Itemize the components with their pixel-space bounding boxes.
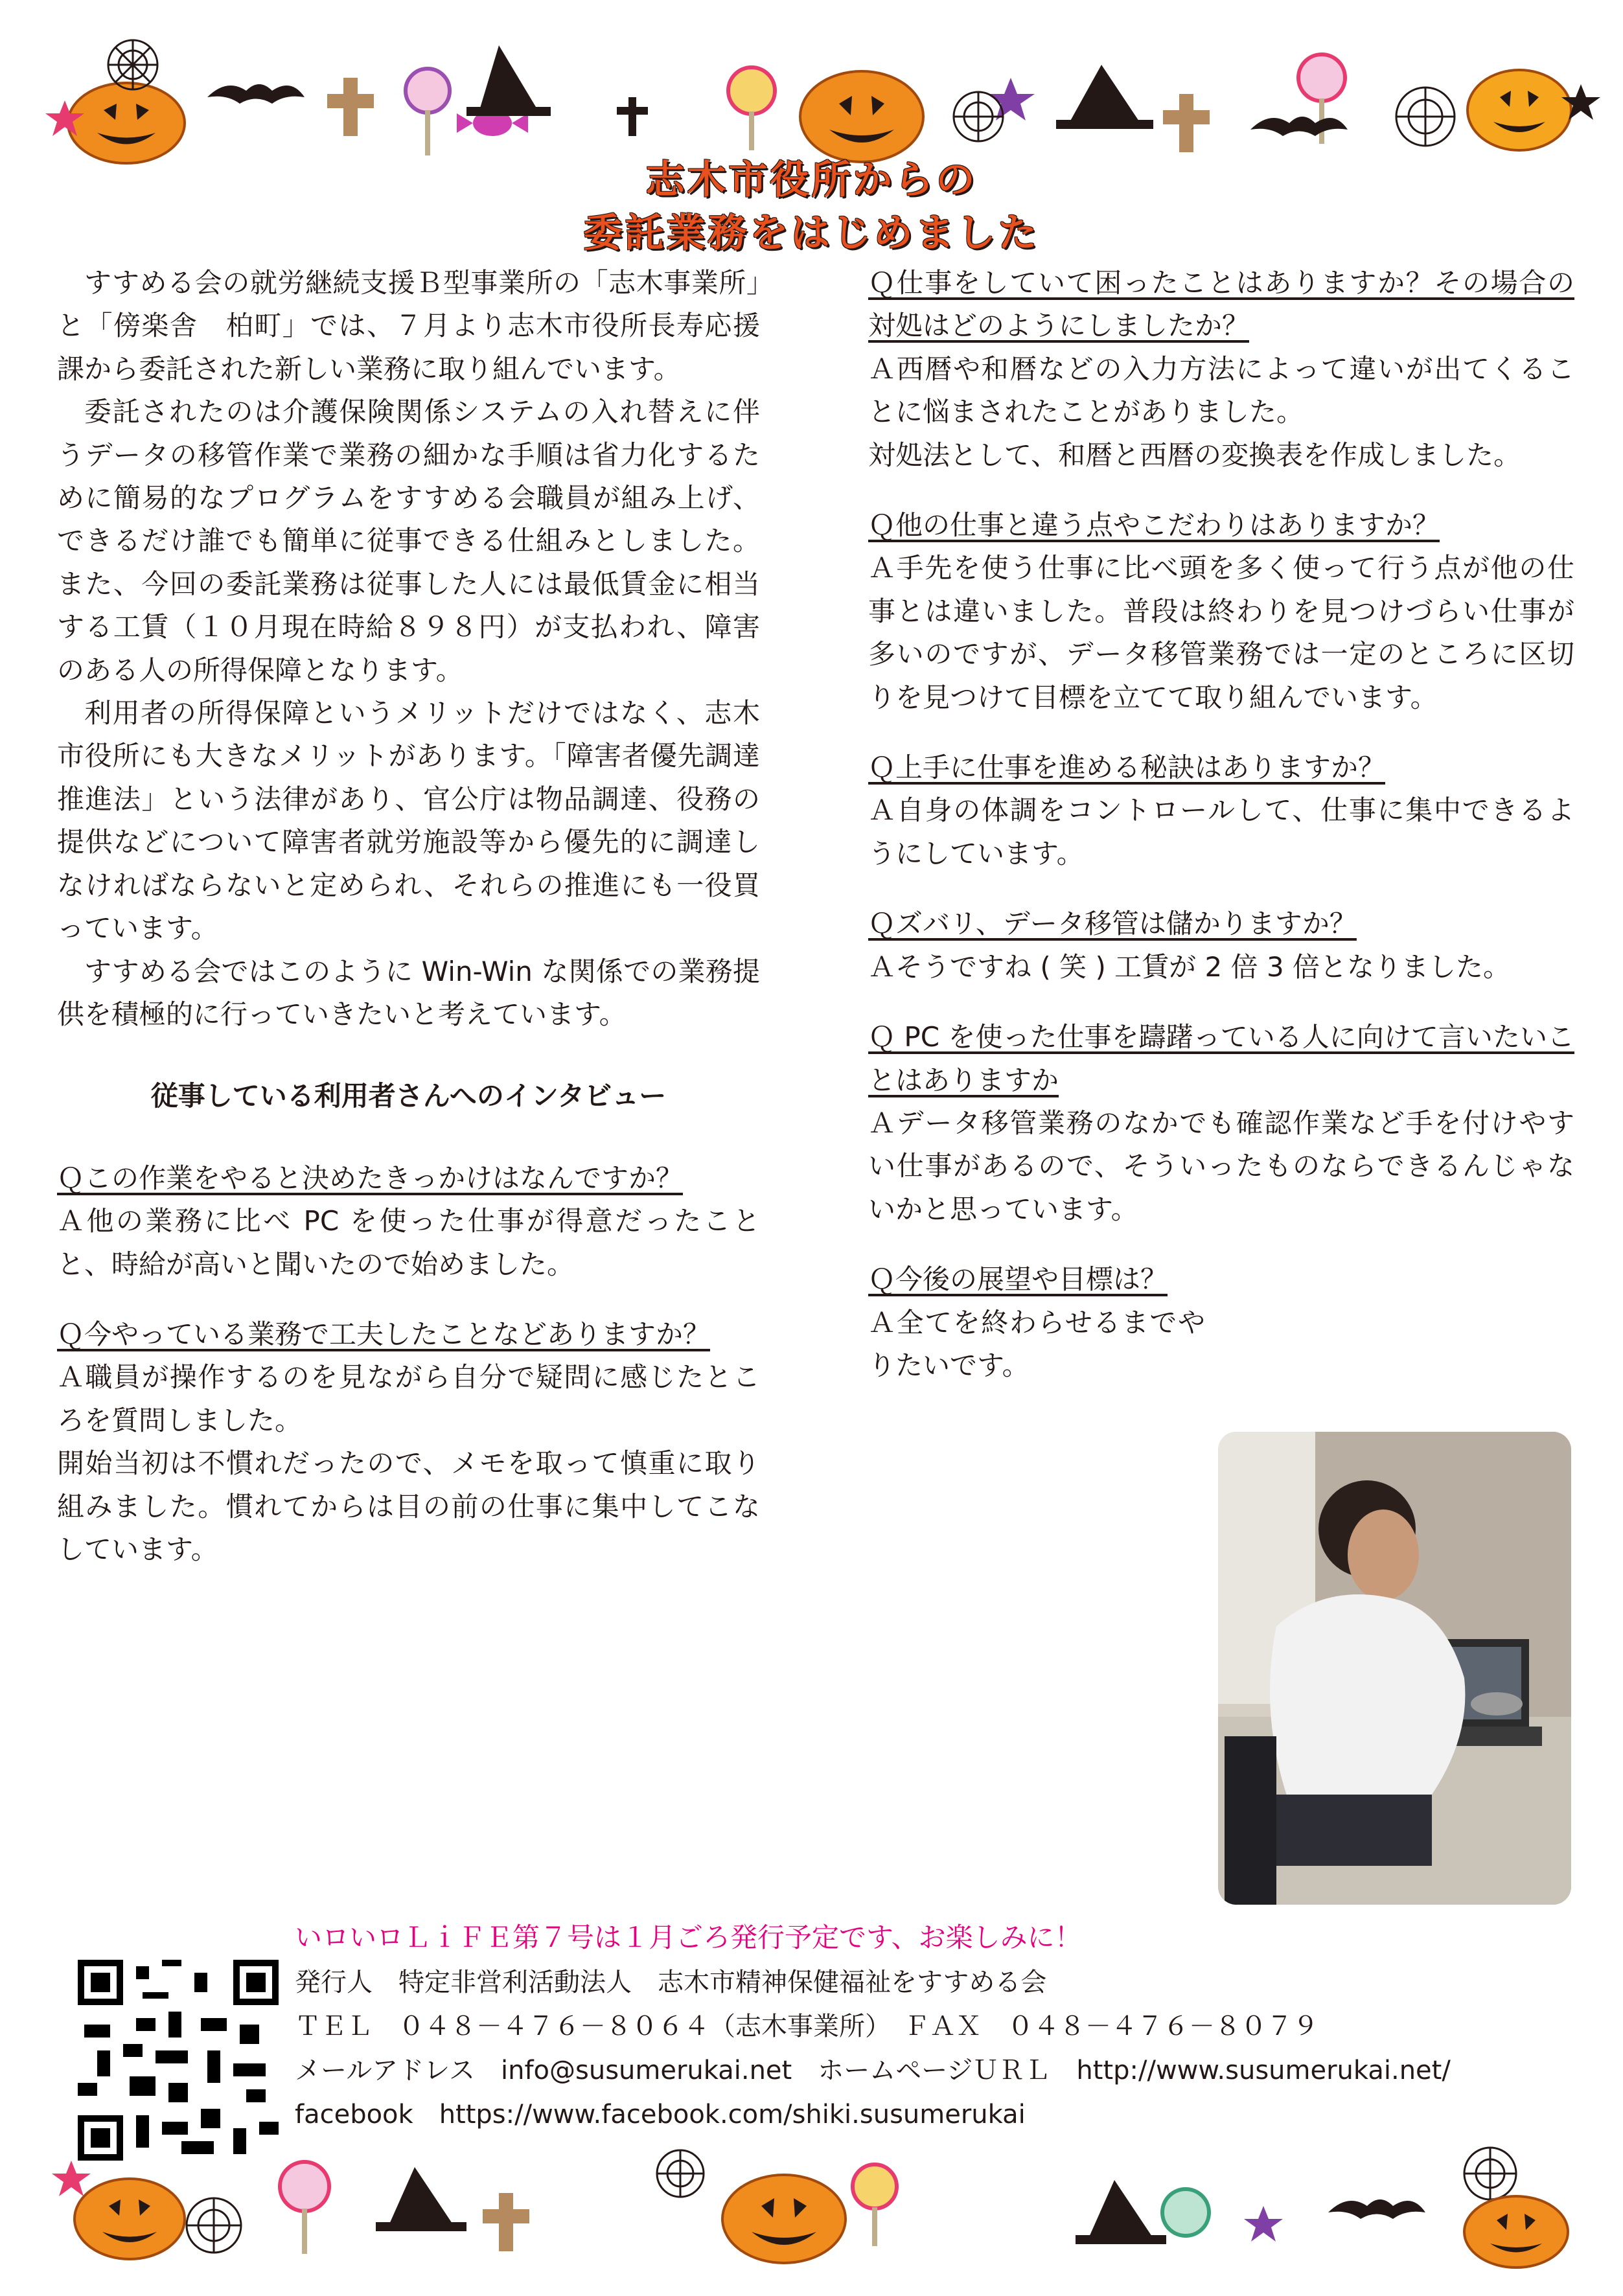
halloween-border-bottom	[0, 2141, 1623, 2271]
witch-hat-icon	[466, 45, 551, 116]
pumpkin-icon	[800, 71, 923, 162]
interview-answer: Ａ手先を使う仕事に比べ頭を多く使って行う点が他の仕事とは違いました。普段は終わりを見つけづらい仕事が多いのですが、データ移管業務では一定のところに区切りを見つけて目標を立てて取り組んでいます。	[868, 552, 1574, 713]
qr-code-icon	[78, 1960, 279, 2161]
candy-icon	[1162, 2189, 1209, 2236]
pumpkin-icon	[75, 2179, 185, 2259]
next-issue-notice: いロいロＬｉＦＥ第７号は１月ごろ発行予定です、お楽しみに！	[295, 1922, 1082, 1953]
interview-answer: Ａ他の業務に比べ PC を使った仕事が得意だったことと、時給が高いと聞いたので始めました。	[57, 1205, 760, 1280]
interview-answer: Ａ全てを終わらせるまでやりたいです。	[868, 1306, 1205, 1381]
witch-hat-icon	[1056, 65, 1153, 129]
spiderweb-icon	[1396, 87, 1455, 146]
bat-icon	[1250, 117, 1348, 136]
interview-answer: Ａ職員が操作するのを見ながら自分で疑問に感じたところを質問しました。	[57, 1361, 760, 1436]
interview-heading: 従事している利用者さんへのインタビュー	[150, 1080, 667, 1112]
candy-icon	[853, 2164, 897, 2246]
interview-answer: Ａ自身の体調をコントロールして、仕事に集中できるようにしています。	[868, 794, 1574, 869]
publisher-info	[295, 1960, 1451, 2137]
interview-question: Ｑ上手に仕事を進める秘訣はありますか？	[868, 752, 1386, 784]
interview-answer: Ａそうですね ( 笑 ) 工賃が 2 倍 3 倍となりました。	[868, 950, 1511, 983]
intro-paragraph: 委託されたのは介護保険関係システムの入れ替えに伴うデータの移管作業で業務の細かな手順は省力化するために簡易的なプログラムをすすめる会職員が組み上げ、できるだけ誰でも簡単に従事できる仕組みとしました。また、今回の委託業務は従事した人には最低賃金に相当する工賃（１０月現在時給８９８円）が支払われ、障害のある人の所得保障となります。	[57, 396, 760, 686]
interview-answer: Ａデータ移管業務のなかでも確認作業など手を付けやすい仕事があるので、そういったものならできるんじゃないかと思っています。	[868, 1107, 1574, 1225]
star-icon	[1244, 2206, 1283, 2242]
cross-icon	[483, 2193, 529, 2251]
interview-question: Ｑこの作業をやると決めたきっかけはなんですか？	[57, 1162, 684, 1194]
contact-email-url: メールアドレス info@susumerukai.net ホームページＵＲＬ http://www.susumerukai.net/	[295, 2056, 1451, 2085]
spiderweb-icon	[187, 2198, 241, 2253]
interview-answer: 対処法として、和暦と西暦の変換表を作成しました。	[868, 439, 1521, 471]
spiderweb-icon	[657, 2150, 704, 2197]
spiderweb-icon	[1464, 2148, 1516, 2199]
interview-question: Ｑズバリ、データ移管は儲かりますか？	[868, 908, 1357, 940]
spiderweb-icon	[954, 92, 1003, 141]
interview-question: Ｑ仕事をしていて困ったことはありますか？その場合の対処はどのようにしましたか？	[868, 267, 1574, 342]
candy-icon	[406, 69, 450, 155]
intro-paragraph: すすめる会ではこのように Win-Win な関係での業務提供を積極的に行っていきたいと考えています。	[57, 955, 760, 1030]
pumpkin-icon	[68, 83, 185, 163]
interview-question: Ｑ今やっている業務で工夫したことなどありますか？	[57, 1318, 711, 1350]
interview-answer: 開始当初は不慣れだったので、メモを取って慎重に取り組みました。慣れてからは目の前の仕事に集中してこなしています。	[57, 1447, 760, 1565]
page-title-line1: 志木市役所からの	[645, 157, 978, 203]
bat-icon	[207, 84, 305, 104]
right-column	[868, 262, 1574, 1387]
publisher-name: 発行人 特定非営利活動法人 志木市精神保健福祉をすすめる会	[295, 1968, 1047, 1997]
interview-question: Ｑ他の仕事と違う点やこだわりはありますか？	[868, 509, 1440, 542]
interview-question: Ｑ PC を使った仕事を躊躇っている人に向けて言いたいことはありますか	[868, 1021, 1574, 1096]
page-title-line2: 委託業務をはじめました	[583, 211, 1040, 256]
intro-paragraph: すすめる会の就労継続支援Ｂ型事業所の「志木事業所」と「傍楽舎 柏町」では、７月より志木市役所長寿応援課から委託された新しい業務に取り組んでいます。	[57, 267, 760, 385]
witch-hat-icon	[1076, 2180, 1166, 2244]
cross-icon	[327, 78, 374, 136]
cross-icon	[1163, 94, 1210, 152]
worker-photo	[1218, 1432, 1571, 1905]
intro-paragraph: 利用者の所得保障というメリットだけではなく、志木市役所にも大きなメリットがあります。「障害者優先調達推進法」という法律があり、官公庁は物品調達、役務の提供などについて障害者就労施設等から優先的に調達しなければならないと定められ、それらの推進にも一役買っています。	[57, 697, 760, 945]
candy-icon	[280, 2162, 329, 2254]
interview-question: Ｑ今後の展望や目標は？	[868, 1263, 1168, 1296]
witch-hat-icon	[376, 2167, 466, 2231]
pumpkin-icon	[722, 2175, 846, 2263]
candy-icon	[728, 67, 775, 150]
bat-icon	[1328, 2199, 1425, 2219]
pumpkin-icon	[1468, 70, 1571, 150]
star-icon	[52, 2161, 91, 2196]
left-column	[57, 262, 760, 1571]
star-icon	[987, 78, 1035, 121]
cross-icon	[617, 97, 648, 136]
halloween-border-top	[0, 39, 1623, 168]
interview-answer: Ａ西暦や和暦などの入力方法によって違いが出てくることに悩まされたことがありました。	[868, 352, 1574, 428]
spiderweb-icon	[108, 40, 157, 89]
facebook-link[interactable]: facebook https://www.facebook.com/shiki.susumerukai	[295, 2100, 1026, 2130]
pumpkin-icon	[1464, 2196, 1568, 2267]
contact-tel-fax: ＴＥＬ ０４８－４７６－８０６４（志木事業所） ＦＡＸ ０４８－４７６－８０７９	[295, 2012, 1318, 2041]
